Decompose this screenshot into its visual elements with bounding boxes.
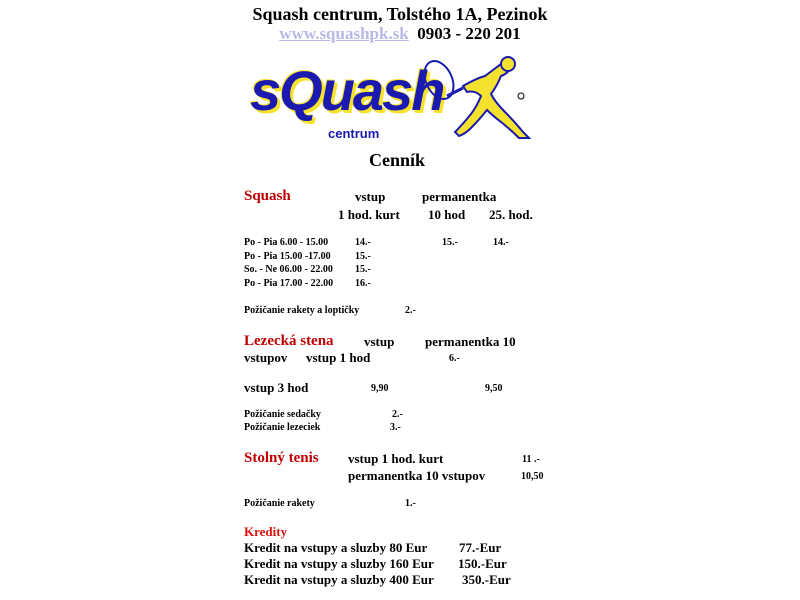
climbing-section-title: Lezecká stena bbox=[244, 333, 334, 349]
squash-sub-1h: 1 hod. kurt bbox=[338, 207, 400, 222]
squash-row-label: Po - Pia 15.00 -17.00 bbox=[244, 251, 331, 262]
climbing-line2-entries: vstupov bbox=[244, 350, 288, 365]
squash-logo-sub: centrum bbox=[328, 126, 380, 141]
climbing-rent1-price: 2.- bbox=[392, 409, 403, 420]
climbing-line3: vstup 3 hod bbox=[244, 380, 309, 395]
credit-row-label: Kredit na vstupy a sluzby 400 Eur bbox=[244, 572, 434, 587]
climbing-rent2-label: Požičanie lezeciek bbox=[244, 422, 321, 433]
climbing-price-3h-pass: 9,50 bbox=[485, 383, 503, 394]
squash-row-price: 14.- bbox=[355, 237, 371, 248]
climbing-rent1-label: Požičanie sedačky bbox=[244, 409, 321, 420]
squash-col-entry: vstup bbox=[355, 189, 386, 204]
website-link[interactable]: www.squashpk.sk bbox=[279, 24, 409, 43]
tabletennis-line2: permanentka 10 vstupov bbox=[348, 468, 486, 483]
credits-title: Kredity bbox=[244, 524, 288, 539]
tabletennis-line1: vstup 1 hod. kurt bbox=[348, 451, 444, 466]
squash-row-label: So. - Ne 06.00 - 22.00 bbox=[244, 264, 333, 275]
climbing-col-entry: vstup bbox=[364, 334, 395, 349]
squash-rental-label: Požičanie rakety a loptičky bbox=[244, 305, 360, 316]
climbing-price-1h: 6.- bbox=[449, 353, 460, 364]
squash-section-title: Squash bbox=[244, 188, 291, 204]
tabletennis-rent-price: 1.- bbox=[405, 498, 416, 509]
tabletennis-price2: 10,50 bbox=[521, 471, 544, 482]
squash-row-price: 15.- bbox=[355, 251, 371, 262]
climbing-price-3h-entry: 9,90 bbox=[371, 383, 389, 394]
credit-row-label: Kredit na vstupy a sluzby 160 Eur bbox=[244, 556, 434, 571]
squash-sub-10h: 10 hod bbox=[428, 207, 466, 222]
squash-col-pass: permanentka bbox=[422, 189, 497, 204]
price-list-heading: Cenník bbox=[369, 150, 426, 170]
credit-row-label: Kredit na vstupy a sluzby 80 Eur bbox=[244, 540, 428, 555]
contact-line bbox=[0, 24, 800, 44]
squash-player-icon bbox=[415, 50, 545, 145]
tabletennis-section-title: Stolný tenis bbox=[244, 450, 319, 466]
climbing-rent2-price: 3.- bbox=[390, 422, 401, 433]
credit-row-price: 150.-Eur bbox=[458, 556, 507, 571]
climbing-col-pass: permanentka 10 bbox=[425, 334, 516, 349]
credit-row-price: 350.-Eur bbox=[462, 572, 511, 587]
page-title: Squash centrum, Tolstého 1A, Pezinok bbox=[252, 4, 548, 24]
climbing-line2-1h: vstup 1 hod bbox=[306, 350, 371, 365]
credit-row-price: 77.-Eur bbox=[459, 540, 502, 555]
squash-rental-price: 2.- bbox=[405, 305, 416, 316]
squash-row-price-10: 15.- bbox=[442, 237, 458, 248]
squash-row-price: 16.- bbox=[355, 278, 371, 289]
squash-row-label: Po - Pia 6.00 - 15.00 bbox=[244, 237, 329, 248]
squash-sub-25h: 25. hod. bbox=[489, 207, 533, 222]
tabletennis-rent-label: Požičanie rakety bbox=[244, 498, 315, 509]
phone-number: 0903 - 220 201 bbox=[417, 24, 521, 43]
squash-row-price: 15.- bbox=[355, 264, 371, 275]
tabletennis-price1: 11 .- bbox=[522, 454, 540, 465]
squash-row-label: Po - Pia 17.00 - 22.00 bbox=[244, 278, 334, 289]
squash-logo-word: sQuash bbox=[250, 59, 444, 122]
squash-row-price-25: 14.- bbox=[493, 237, 509, 248]
